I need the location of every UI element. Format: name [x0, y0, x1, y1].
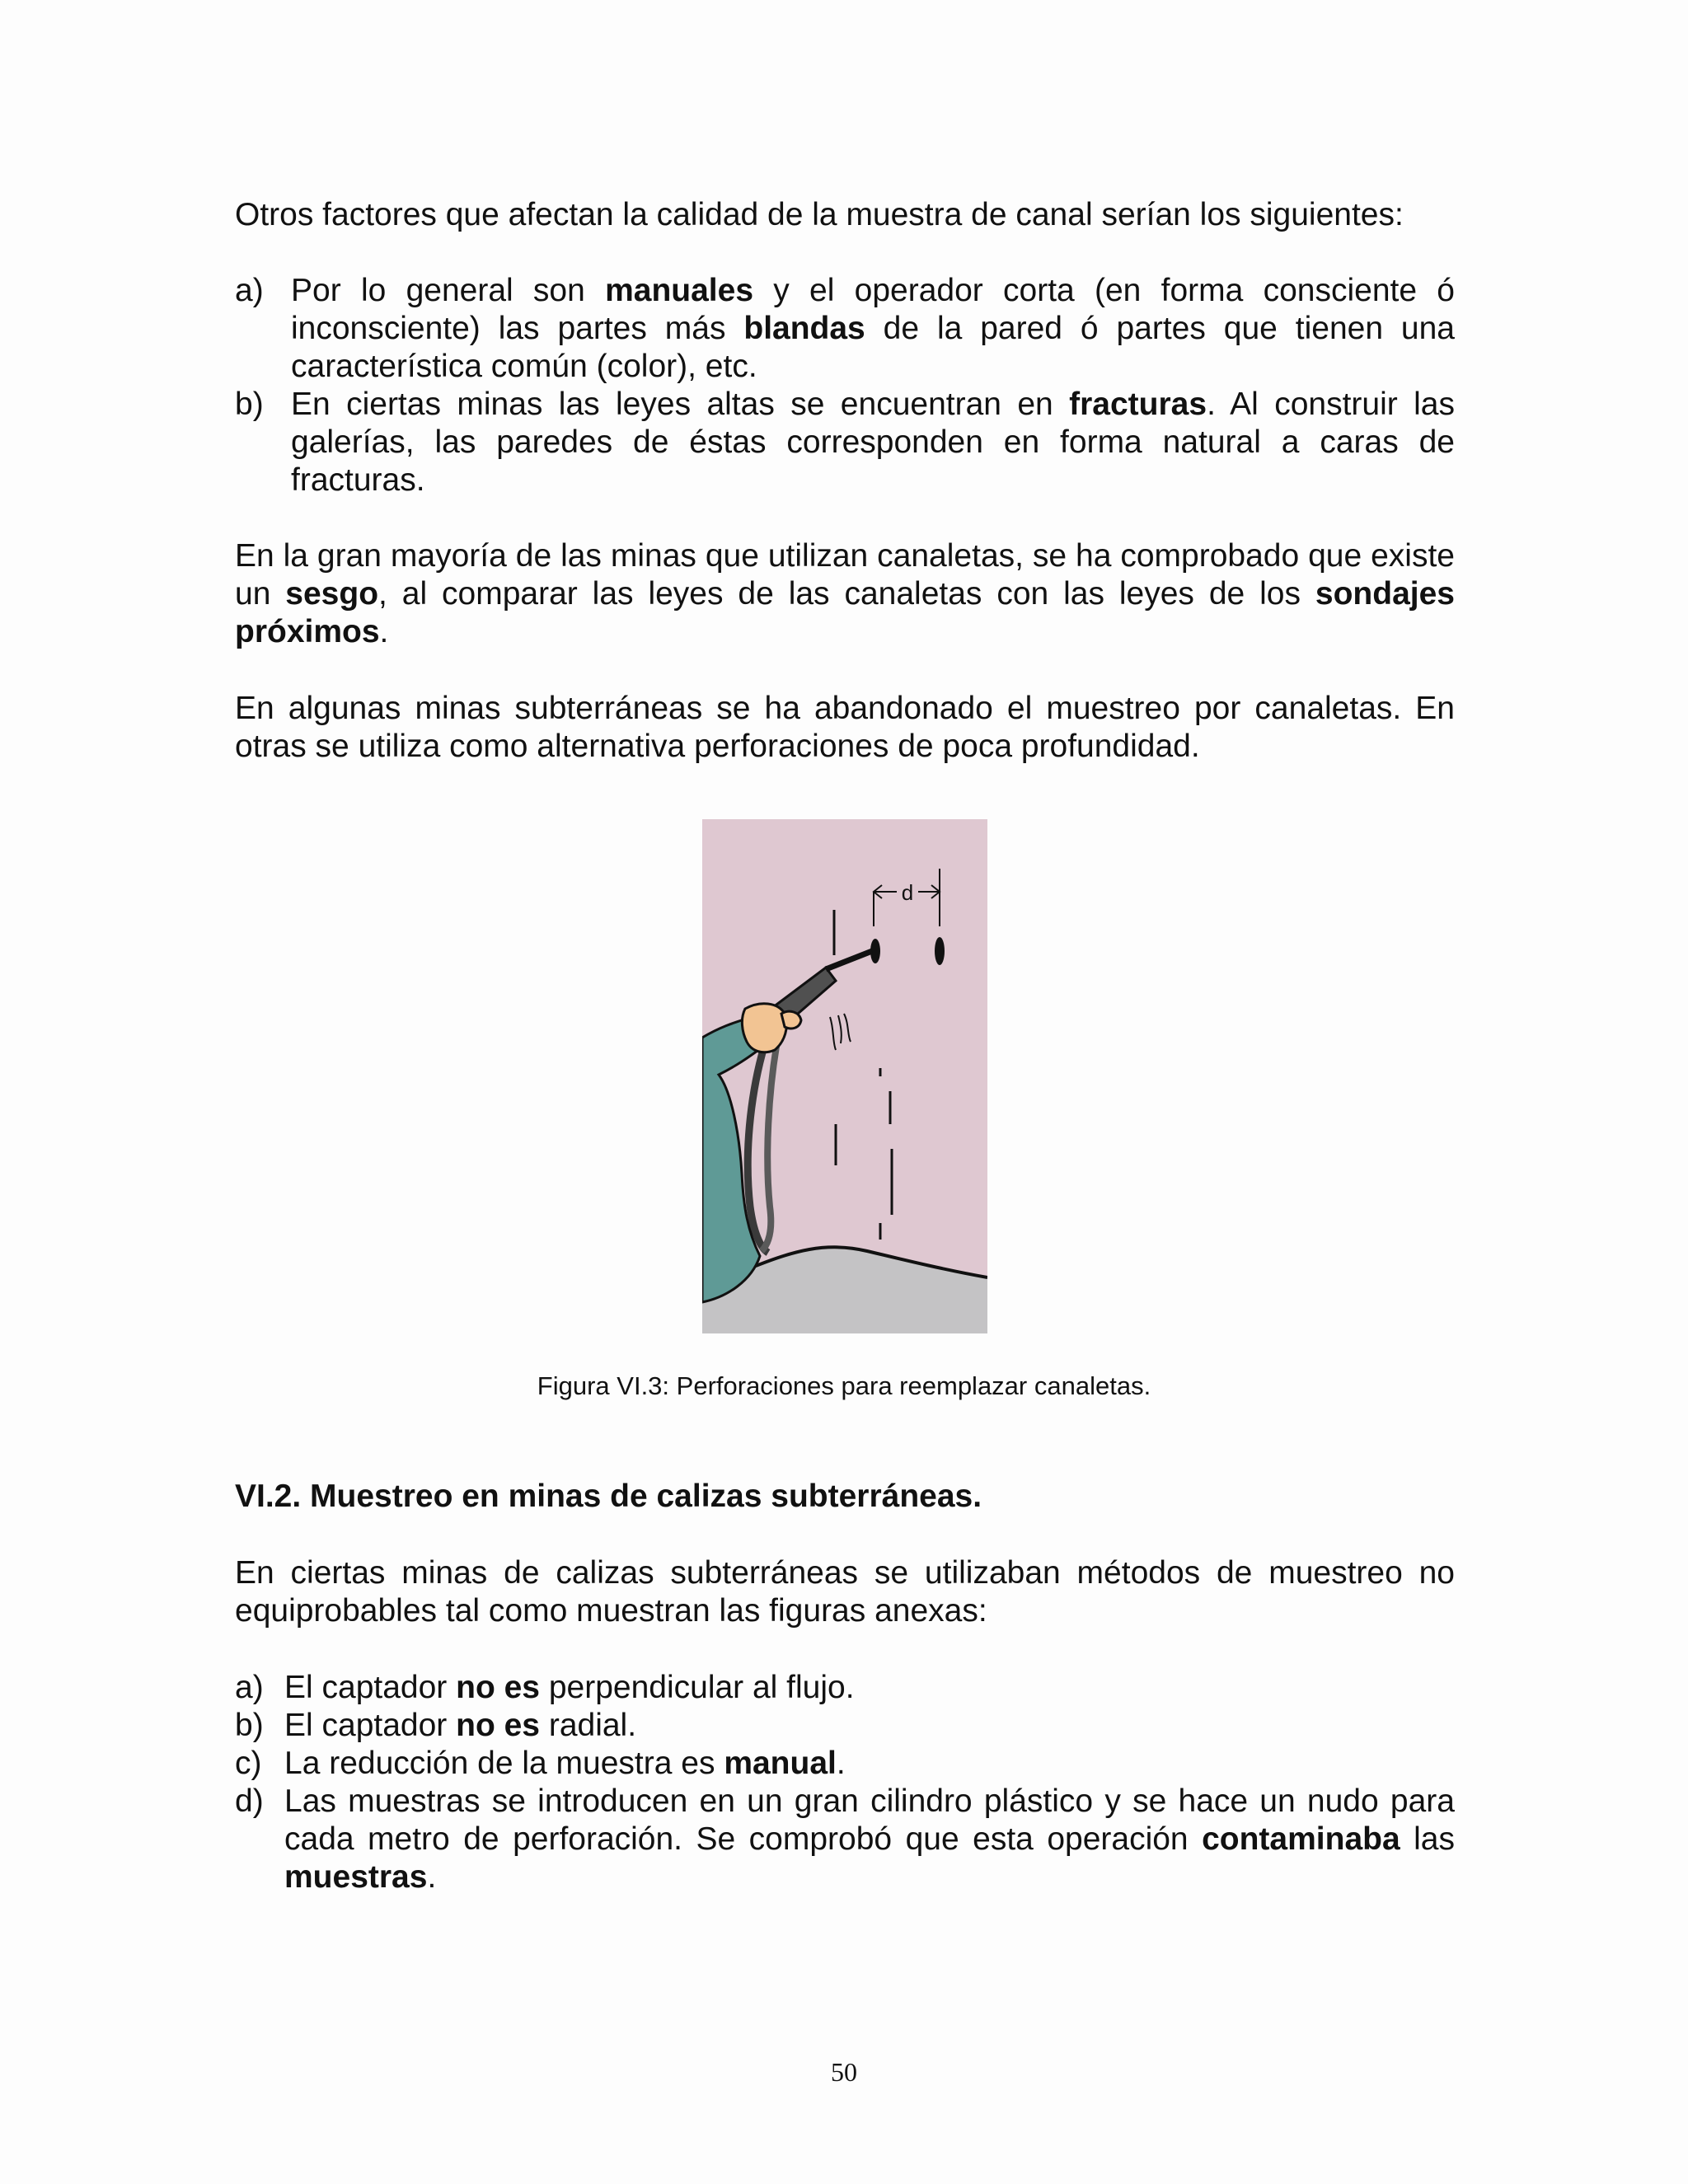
alternative-paragraph: En algunas minas subterráneas se ha abandonado el muestreo por canaletas. En otras se utiliza como alternativa perforaciones de poca profundidad. — [235, 691, 1455, 764]
list-item-text: Las muestras se introducen en un gran cilindro plástico y se hace un nudo para cada metro de perforación. Se comprobó que esta operación contaminaba las muestras. — [284, 1783, 1455, 1895]
page-number: 50 — [831, 2057, 857, 2087]
list-marker: d) — [235, 1783, 264, 1819]
list-marker: a) — [235, 1670, 264, 1705]
list-item — [235, 386, 1455, 499]
list-item — [235, 272, 1455, 386]
list-item — [235, 1783, 1455, 1896]
limestone-list — [235, 1669, 1455, 1896]
section-heading: VI.2. Muestreo en minas de calizas subterráneas. — [235, 1479, 982, 1514]
list-marker: a) — [235, 273, 264, 308]
bias-paragraph: En la gran mayoría de las minas que utilizan canaletas, se ha comprobado que existe un sesgo, al comparar las leyes de las canaletas con las leyes de los sondajes próximos. — [235, 538, 1455, 649]
list-item — [235, 1707, 1455, 1745]
figure-caption: Figura VI.3: Perforaciones para reemplazar canaletas. — [537, 1371, 1151, 1400]
distance-label: d — [901, 880, 914, 905]
drilling-figure — [702, 819, 987, 1333]
list-item — [235, 1745, 1455, 1783]
drill-hole — [935, 937, 945, 965]
list-marker: c) — [235, 1746, 262, 1781]
list-item — [235, 1669, 1455, 1707]
list-item-text: En ciertas minas las leyes altas se encuentran en fracturas. Al construir las galerías, las paredes de éstas corresponden en forma natural a caras de fracturas. — [291, 387, 1455, 498]
intro-paragraph: Otros factores que afectan la calidad de la muestra de canal serían los siguientes: — [235, 197, 1404, 232]
list-item-text: La reducción de la muestra es manual. — [284, 1746, 846, 1781]
list-item-text: Por lo general son manuales y el operador corta (en forma consciente ó inconsciente) las partes más blandas de la pared ó partes que tienen una característica común (color), etc. — [291, 273, 1456, 384]
drilling-illustration — [702, 819, 987, 1333]
list-marker: b) — [235, 387, 264, 422]
list-marker: b) — [235, 1708, 264, 1743]
factors-list — [235, 272, 1455, 499]
list-item-text: El captador no es radial. — [284, 1708, 637, 1743]
list-item-text: El captador no es perpendicular al flujo. — [284, 1670, 855, 1705]
limestone-paragraph: En ciertas minas de calizas subterráneas se utilizaban métodos de muestreo no equiprobables tal como muestran las figuras anexas: — [235, 1555, 1455, 1629]
